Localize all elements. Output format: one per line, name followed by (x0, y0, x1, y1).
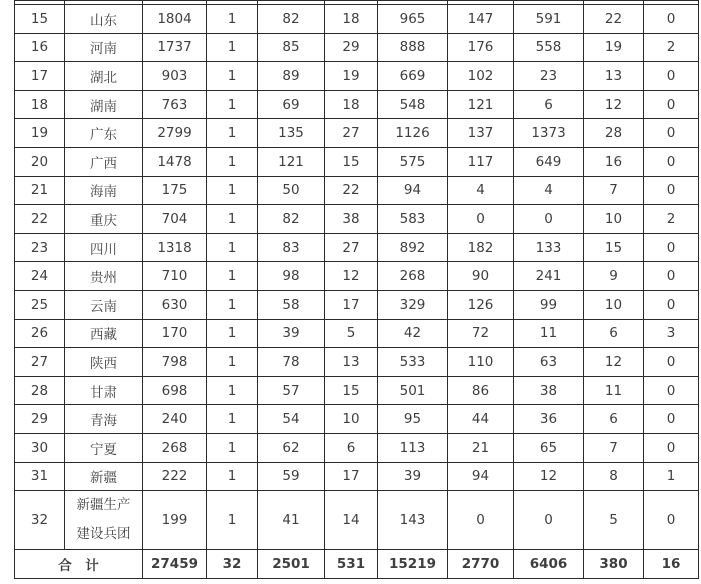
value-cell: 14 (325, 491, 378, 550)
value-cell: 7 (584, 176, 644, 205)
value-cell: 83 (258, 233, 325, 262)
value-cell: 19 (325, 62, 378, 91)
value-cell: 0 (644, 348, 699, 377)
row-number-cell: 28 (15, 376, 65, 405)
value-cell: 36 (514, 405, 584, 434)
value-cell: 1478 (143, 147, 207, 176)
row-number-cell: 23 (15, 233, 65, 262)
value-cell: 6 (584, 319, 644, 348)
value-cell: 0 (448, 491, 514, 550)
value-cell: 12 (514, 462, 584, 491)
value-cell: 72 (448, 319, 514, 348)
value-cell: 11 (584, 376, 644, 405)
value-cell: 62 (258, 433, 325, 462)
value-cell: 98 (258, 262, 325, 291)
value-cell: 58 (258, 290, 325, 319)
table-row (15, 433, 699, 462)
region-cell: 陕西 (65, 348, 143, 377)
value-cell: 23 (514, 62, 584, 91)
value-cell: 22 (584, 5, 644, 34)
value-cell: 2 (644, 205, 699, 234)
value-cell: 965 (378, 5, 448, 34)
region-cell: 青海 (65, 405, 143, 434)
value-cell: 39 (378, 462, 448, 491)
value-cell: 85 (258, 33, 325, 62)
value-cell: 39 (258, 319, 325, 348)
table-row (15, 462, 699, 491)
total-value-cell: 27459 (143, 550, 207, 579)
value-cell: 94 (448, 462, 514, 491)
value-cell: 95 (378, 405, 448, 434)
value-cell: 1 (207, 262, 258, 291)
value-cell: 89 (258, 62, 325, 91)
table-row (15, 348, 699, 377)
value-cell: 38 (325, 205, 378, 234)
total-value-cell: 2770 (448, 550, 514, 579)
value-cell: 0 (644, 262, 699, 291)
region-cell: 新疆 (65, 462, 143, 491)
region-cell: 河南 (65, 33, 143, 62)
total-value-cell: 15219 (378, 550, 448, 579)
row-number-cell: 32 (15, 491, 65, 550)
value-cell: 698 (143, 376, 207, 405)
value-cell: 147 (448, 5, 514, 34)
table-row (15, 90, 699, 119)
region-cell: 重庆 (65, 205, 143, 234)
value-cell: 649 (514, 147, 584, 176)
value-cell: 0 (644, 62, 699, 91)
value-cell: 82 (258, 5, 325, 34)
region-cell: 西藏 (65, 319, 143, 348)
total-row (15, 550, 699, 579)
row-number-cell: 30 (15, 433, 65, 462)
region-cell: 广东 (65, 119, 143, 148)
table-row (15, 5, 699, 34)
value-cell: 1804 (143, 5, 207, 34)
value-cell: 669 (378, 62, 448, 91)
value-cell: 558 (514, 33, 584, 62)
value-cell: 15 (584, 233, 644, 262)
value-cell: 175 (143, 176, 207, 205)
value-cell: 82 (258, 205, 325, 234)
value-cell: 0 (644, 376, 699, 405)
value-cell: 29 (325, 33, 378, 62)
value-cell: 17 (325, 290, 378, 319)
value-cell: 38 (514, 376, 584, 405)
value-cell: 1 (207, 147, 258, 176)
value-cell: 1 (207, 491, 258, 550)
table-row (15, 319, 699, 348)
value-cell: 583 (378, 205, 448, 234)
value-cell: 1 (207, 62, 258, 91)
value-cell: 42 (378, 319, 448, 348)
region-cell: 云南 (65, 290, 143, 319)
row-number-cell: 21 (15, 176, 65, 205)
value-cell: 0 (644, 491, 699, 550)
value-cell: 1126 (378, 119, 448, 148)
value-cell: 1 (207, 376, 258, 405)
value-cell: 182 (448, 233, 514, 262)
value-cell: 1 (207, 205, 258, 234)
table-row (15, 119, 699, 148)
value-cell: 1 (644, 462, 699, 491)
row-number-cell: 24 (15, 262, 65, 291)
value-cell: 1 (207, 176, 258, 205)
value-cell: 3 (644, 319, 699, 348)
value-cell: 13 (325, 348, 378, 377)
value-cell: 0 (644, 405, 699, 434)
value-cell: 27 (325, 233, 378, 262)
value-cell: 63 (514, 348, 584, 377)
value-cell: 10 (584, 290, 644, 319)
table-row (15, 491, 699, 550)
value-cell: 5 (584, 491, 644, 550)
value-cell: 121 (258, 147, 325, 176)
value-cell: 1 (207, 462, 258, 491)
value-cell: 1 (207, 5, 258, 34)
value-cell: 94 (378, 176, 448, 205)
value-cell: 21 (448, 433, 514, 462)
value-cell: 0 (644, 233, 699, 262)
row-number-cell: 16 (15, 33, 65, 62)
value-cell: 137 (448, 119, 514, 148)
value-cell: 240 (143, 405, 207, 434)
value-cell: 1 (207, 33, 258, 62)
value-cell: 0 (644, 147, 699, 176)
value-cell: 1 (207, 233, 258, 262)
region-label: 新疆生产建设兵团 (76, 497, 131, 543)
region-cell: 山东 (65, 5, 143, 34)
value-cell: 501 (378, 376, 448, 405)
value-cell: 575 (378, 147, 448, 176)
total-value-cell: 380 (584, 550, 644, 579)
value-cell: 1 (207, 433, 258, 462)
row-number-cell: 26 (15, 319, 65, 348)
value-cell: 241 (514, 262, 584, 291)
region-cell: 海南 (65, 176, 143, 205)
value-cell: 1318 (143, 233, 207, 262)
row-number-cell: 15 (15, 5, 65, 34)
value-cell: 548 (378, 90, 448, 119)
value-cell: 710 (143, 262, 207, 291)
value-cell: 5 (325, 319, 378, 348)
value-cell: 65 (514, 433, 584, 462)
value-cell: 1 (207, 90, 258, 119)
value-cell: 222 (143, 462, 207, 491)
value-cell: 533 (378, 348, 448, 377)
value-cell: 704 (143, 205, 207, 234)
value-cell: 6 (325, 433, 378, 462)
value-cell: 6 (514, 90, 584, 119)
value-cell: 0 (644, 433, 699, 462)
row-number-cell: 17 (15, 62, 65, 91)
value-cell: 17 (325, 462, 378, 491)
value-cell: 19 (584, 33, 644, 62)
value-cell: 0 (514, 491, 584, 550)
value-cell: 1737 (143, 33, 207, 62)
value-cell: 143 (378, 491, 448, 550)
value-cell: 57 (258, 376, 325, 405)
value-cell: 591 (514, 5, 584, 34)
table-row (15, 62, 699, 91)
row-number-cell: 31 (15, 462, 65, 491)
value-cell: 892 (378, 233, 448, 262)
value-cell: 12 (584, 348, 644, 377)
value-cell: 0 (644, 290, 699, 319)
value-cell: 10 (325, 405, 378, 434)
value-cell: 54 (258, 405, 325, 434)
value-cell: 0 (514, 205, 584, 234)
value-cell: 798 (143, 348, 207, 377)
total-label-cell: 合 计 (15, 550, 143, 579)
row-number-cell: 27 (15, 348, 65, 377)
total-value-cell: 2501 (258, 550, 325, 579)
value-cell: 12 (584, 90, 644, 119)
total-value-cell: 16 (644, 550, 699, 579)
row-number-cell: 19 (15, 119, 65, 148)
value-cell: 22 (325, 176, 378, 205)
value-cell: 102 (448, 62, 514, 91)
region-cell: 广西 (65, 147, 143, 176)
value-cell: 121 (448, 90, 514, 119)
value-cell: 0 (448, 205, 514, 234)
value-cell: 170 (143, 319, 207, 348)
value-cell: 0 (644, 119, 699, 148)
value-cell: 50 (258, 176, 325, 205)
value-cell: 176 (448, 33, 514, 62)
value-cell: 6 (584, 405, 644, 434)
region-cell: 湖北 (65, 62, 143, 91)
value-cell: 28 (584, 119, 644, 148)
value-cell: 1 (207, 290, 258, 319)
value-cell: 0 (644, 5, 699, 34)
value-cell: 27 (325, 119, 378, 148)
value-cell: 59 (258, 462, 325, 491)
value-cell: 113 (378, 433, 448, 462)
value-cell: 888 (378, 33, 448, 62)
table-row (15, 290, 699, 319)
value-cell: 86 (448, 376, 514, 405)
total-value-cell: 32 (207, 550, 258, 579)
value-cell: 15 (325, 376, 378, 405)
region-cell: 四川 (65, 233, 143, 262)
statistics-table (14, 0, 699, 579)
value-cell: 2 (644, 33, 699, 62)
value-cell: 18 (325, 90, 378, 119)
value-cell: 126 (448, 290, 514, 319)
value-cell: 268 (378, 262, 448, 291)
table-row (15, 176, 699, 205)
value-cell: 630 (143, 290, 207, 319)
region-cell: 湖南 (65, 90, 143, 119)
total-value-cell: 6406 (514, 550, 584, 579)
table-row (15, 147, 699, 176)
region-cell: 贵州 (65, 262, 143, 291)
value-cell: 4 (448, 176, 514, 205)
value-cell: 133 (514, 233, 584, 262)
value-cell: 11 (514, 319, 584, 348)
value-cell: 16 (584, 147, 644, 176)
value-cell: 199 (143, 491, 207, 550)
value-cell: 329 (378, 290, 448, 319)
value-cell: 10 (584, 205, 644, 234)
table-row (15, 233, 699, 262)
region-cell: 甘肃 (65, 376, 143, 405)
value-cell: 2799 (143, 119, 207, 148)
table-row (15, 405, 699, 434)
value-cell: 1 (207, 405, 258, 434)
value-cell: 0 (644, 90, 699, 119)
value-cell: 90 (448, 262, 514, 291)
value-cell: 1 (207, 319, 258, 348)
total-value-cell: 531 (325, 550, 378, 579)
value-cell: 69 (258, 90, 325, 119)
table-row (15, 376, 699, 405)
table-row (15, 262, 699, 291)
region-cell: 宁夏 (65, 433, 143, 462)
value-cell: 903 (143, 62, 207, 91)
value-cell: 9 (584, 262, 644, 291)
row-number-cell: 18 (15, 90, 65, 119)
row-number-cell: 29 (15, 405, 65, 434)
value-cell: 135 (258, 119, 325, 148)
value-cell: 15 (325, 147, 378, 176)
table-row (15, 205, 699, 234)
value-cell: 110 (448, 348, 514, 377)
value-cell: 7 (584, 433, 644, 462)
value-cell: 8 (584, 462, 644, 491)
value-cell: 0 (644, 176, 699, 205)
value-cell: 12 (325, 262, 378, 291)
value-cell: 268 (143, 433, 207, 462)
value-cell: 99 (514, 290, 584, 319)
value-cell: 13 (584, 62, 644, 91)
value-cell: 1 (207, 348, 258, 377)
value-cell: 78 (258, 348, 325, 377)
row-number-cell: 25 (15, 290, 65, 319)
row-number-cell: 20 (15, 147, 65, 176)
row-number-cell: 22 (15, 205, 65, 234)
value-cell: 41 (258, 491, 325, 550)
value-cell: 18 (325, 5, 378, 34)
value-cell: 4 (514, 176, 584, 205)
value-cell: 1373 (514, 119, 584, 148)
table-row (15, 33, 699, 62)
value-cell: 117 (448, 147, 514, 176)
value-cell: 1 (207, 119, 258, 148)
value-cell: 763 (143, 90, 207, 119)
region-cell (65, 491, 143, 550)
value-cell: 44 (448, 405, 514, 434)
